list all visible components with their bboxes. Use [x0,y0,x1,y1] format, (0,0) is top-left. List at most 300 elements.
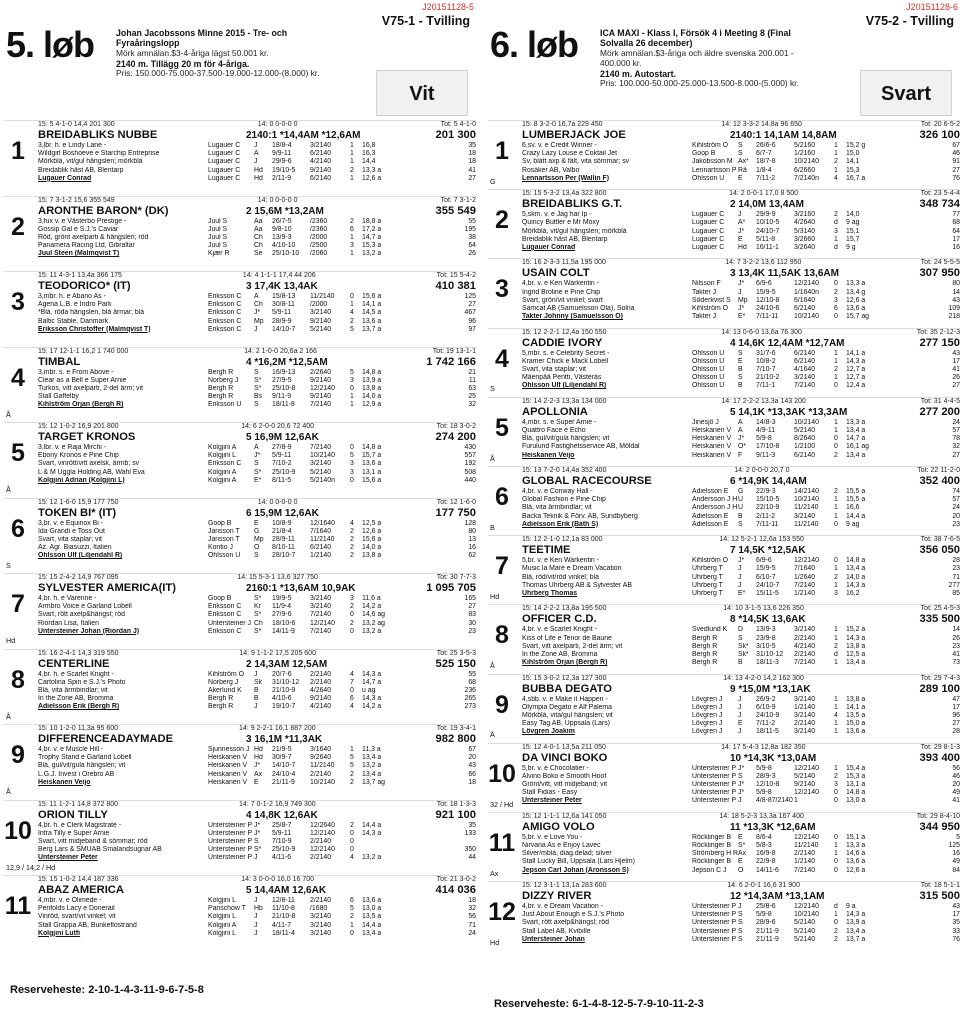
start-track-code: Hd [490,592,500,602]
stats-row [38,272,476,280]
start-cell: 9/11-9 [272,393,292,401]
start-cell: 5/9-8 [756,789,772,797]
start-cell: Uhrberg T [692,565,723,573]
start-cell: 27 [952,382,960,390]
start-cell: Blå, röd/vit/röd vinkel; blå [522,573,599,581]
stats-current-year: 15: 5 4-1-0 14,4 201 300 [38,121,115,128]
start-cell: 1 [834,496,838,504]
best-times: 7 14,5K *12,5AK [730,545,806,557]
start-cell: 11 [468,376,476,384]
stats-total: Tot: 31 4-4-5 [920,397,960,405]
start-cell: S [738,374,743,382]
start-cell: 1/2100 [794,443,816,451]
start-cell: 1 [350,233,354,241]
start-cell: Hd [738,243,747,251]
start-cell: 19/10-5 [272,166,296,174]
start-cell: 15,3 [846,166,860,174]
start-line [522,867,960,875]
start-cell: Untersteiner P [692,797,737,805]
start-cell: 77 [952,211,960,219]
start-line [522,643,960,651]
start-cell: Röcklinger B [692,833,732,841]
start-cell: 21/10-9 [272,686,296,694]
start-cell: E [738,235,743,243]
start-line [38,326,476,334]
race-prize: Pris: 100.000-50.000-25.000-13.500-8.000-(5.000) kr. [600,77,799,88]
start-cell: B [738,659,743,667]
start-cell: 57 [952,496,960,504]
start-cell: Trophy Stand e Garland Lobell [38,754,132,762]
start-cell: 2 [350,770,354,778]
start-cell: Gossip Gal e S.J.'s Caviar [38,225,119,233]
start-cell: 3,mbr. h. e Abano As - [38,293,106,300]
horse-name: SYLVESTER AMERICA(IT) [38,582,176,594]
start-cell: 14,1 a [362,301,382,309]
start-line [522,150,960,158]
best-times: 2160:1 *13,6AM 10,9AK [246,583,356,594]
start-line [38,528,476,536]
start-cell: /2060 [310,250,328,258]
start-cell: 14,7 a [846,435,866,443]
start-cell: 1 [834,842,838,850]
start-cell: 4 [350,309,354,317]
start-cell: J* [254,821,261,829]
start-line [38,401,476,409]
start-cell: 2 [350,317,354,325]
start-cell: 78 [952,435,960,443]
start-cell: Armbro Voice e Garland Lobell [38,603,132,611]
start-cell: J* [254,452,261,460]
start-cell: In the Zone AB, Bromma [38,695,114,703]
start-cell: 1 [834,418,838,426]
start-cell: 12/2140 [794,557,819,565]
start-cell: Å [254,293,259,300]
start-line [38,930,476,938]
name-row [38,658,476,671]
start-cell: 12/2140 [794,833,819,841]
start-cell: Untersteiner Johan (Riordan J) [38,627,140,635]
start-cell: B [738,382,743,390]
start-cell: 18/11-4 [272,929,295,937]
best-times: 2 14,3AM 12,5AM [246,658,328,670]
start-cell: 4 [834,711,838,719]
start-number: 6 [11,514,25,543]
start-cell: J [254,913,258,921]
start-cell: 2/2640 [310,368,332,376]
start-cell: J [254,670,258,678]
start-line [522,659,960,667]
stats-previous-year: 14: 7 0-1-2 16,9 749 300 [239,800,316,808]
start-line [522,289,960,297]
stats-row [522,813,960,821]
start-cell: Aa [254,217,263,225]
start-cell: 3/2140 [794,512,816,520]
name-row [522,613,960,626]
start-cell: 28/9-11 [272,535,295,543]
earnings: 982 800 [435,733,476,745]
start-cell: d [834,219,838,227]
start-cell: 14,0 a [846,573,866,581]
start-cell: Heiskanen Veijo [522,451,575,459]
start-cell: 43 [468,762,476,770]
best-times: 2140:1 14,1AM 14,8AM [730,130,837,141]
start-cell: 11,6 a [362,595,381,602]
start-line [38,779,476,787]
start-cell: 11/2140 [310,535,335,543]
start-cell: J* [254,829,261,837]
start-cell: 16,6 [846,504,860,512]
start-line [522,582,960,590]
start-cell: 84 [952,866,960,874]
start-cell: 12,7 a [846,374,866,382]
start-cell: 109 [948,304,960,312]
earnings: 277 150 [919,336,960,349]
start-cell: 8/10-11 [272,544,295,552]
horse-name: USAIN COLT [522,267,590,280]
start-cell: 192 [464,460,476,468]
stats-total: Tot: 5 4-1-0 [440,121,476,128]
stats-current-year: 15: 12 1-0-2 16,9 201 800 [38,423,119,430]
start-cell: Kolgjini Lutfi [38,929,81,937]
start-line [38,175,476,183]
start-cell: 15,0 a [846,720,866,728]
start-cell: Ohlsson U [208,552,241,560]
start-cell: Infra Tilly e Super Arnie [38,829,110,837]
start-line [522,842,960,850]
start-cell: 14,5 a [362,309,382,317]
best-times: 5 14,4AM 12,6AK [246,885,327,896]
start-number: 10 [4,816,32,845]
stats-total: Tot: 19 3-4-1 [436,725,476,732]
start-cell: 68 [468,678,476,686]
start-cell: 12/2140 [794,789,819,797]
start-cell: Eriksson C [208,627,242,635]
start-cell: 3 [350,460,354,468]
name-row [38,205,476,218]
start-cell: 4/2640 [794,219,816,227]
start-line [522,765,960,773]
start-line [522,305,960,313]
start-cell: 195 [464,225,476,233]
start-cell: 6/2140 [794,451,816,459]
stats-current-year: 15: 11 4-3-1 13,4a 366 175 [38,272,122,279]
start-line [38,377,476,385]
start-cell: 14,3 a [362,695,382,703]
start-cell: 46 [952,772,960,780]
start-track-code: Å [6,787,11,797]
horse-entry [488,189,960,258]
doc-id: J20151128-5 [422,2,474,12]
stats-previous-year: 14: 2 1-0-0 20,6a 2 166 [244,347,317,355]
start-cell: Stall Lucky Bill, Uppsala (Lars Hjelm) [522,858,635,866]
start-cell: 0 [834,858,838,866]
stats-total: Tot: 30 7-7-3 [436,574,476,581]
start-cell: J* [738,557,745,565]
start-cell: Rosåker AB, Valbo [522,166,580,174]
start-cell: Andersson J H [692,504,738,512]
start-cell: Svart, vitt midjeband & sömmar; röd [38,837,148,845]
start-cell: 7/11-11 [756,313,779,321]
start-line [522,903,960,911]
start-cell: 2/2140 [310,670,332,678]
race-desc: Mörk amnälan.$3-åriga och äldre svenska 200.001 - 400.000 kr. [600,47,794,68]
start-line [522,704,960,712]
start-cell: 10/8-2 [756,357,776,365]
start-cell: 15,7 [846,235,860,243]
start-cell: 9/9-11 [272,150,292,158]
stats-previous-year: 14: 0 0-0-0 0 [257,196,298,204]
horse-entry [4,422,476,498]
race-type: V75-2 - Tvilling [865,14,954,28]
start-number: 10 [488,759,516,788]
start-cell: 28/10-7 [272,552,296,560]
start-cell: 1 [834,626,838,634]
start-cell: 41 [952,797,960,805]
start-cell: 30 [468,619,476,627]
start-cell: 9/2140 [310,393,332,401]
start-cell: 0 [350,929,354,937]
horse-entry [488,674,960,743]
start-cell: Juul S [208,233,228,241]
start-cell: 1/2140 [794,589,816,597]
start-line [522,590,960,598]
earnings: 177 750 [435,506,476,519]
start-cell: Mp [254,535,264,543]
color-badge: Svart [860,70,952,116]
stats-row [522,190,960,198]
stats-row [522,398,960,406]
start-cell: 1 [834,720,838,728]
start-cell: 440 [464,476,476,484]
stats-current-year: 15: 12 4-0-1 13,5a 211 050 [522,743,606,751]
start-line [38,913,476,921]
start-cell: 14,0 [846,211,860,219]
start-cell: Ch [254,301,263,309]
start-cell: 15,3 a [362,242,382,250]
start-cell: Lennartsson P [692,166,737,174]
start-cell: 16,8 [362,142,376,149]
start-cell: 3 [834,589,838,597]
start-line [38,544,476,552]
start-line [38,746,476,754]
start-cell: Untersteiner P [208,837,253,845]
start-cell: 3/2140 [310,929,332,937]
start-cell: Eriksson C [208,317,242,325]
stats-row [38,574,476,582]
start-cell: 27 [952,720,960,728]
start-cell: 14,8 a [362,444,382,451]
start-cell: Furulund Fastighetsservice AB, Möldal [522,443,640,451]
start-cell: Lugauer Conrad [522,243,576,251]
name-row [522,821,960,834]
race-6-column [488,0,960,1014]
start-line [522,911,960,919]
start-cell: 3 [834,227,838,235]
start-cell: Heiskanen V [208,754,248,762]
start-cell: 14,7 a [362,678,382,686]
start-cell: Bergh R [692,634,718,642]
start-cell: 67 [952,142,960,149]
start-cell: 14,2 a [362,703,382,711]
start-cell: 1 [794,797,798,805]
start-line [522,427,960,435]
start-cell: 218 [948,313,960,321]
start-cell: 91 [952,158,960,166]
start-cell: 16,7 a [846,174,866,182]
start-cell: 15,2 g [846,142,866,149]
best-times: 2 15,6M *13,2AM [246,205,324,217]
start-cell: 236 [464,686,476,694]
start-line [38,603,476,611]
stats-previous-year: 14: 9 2-2-1 16,1 887 200 [239,725,316,732]
start-cell: Lövgren J [692,728,723,736]
earnings: 525 150 [435,657,476,670]
start-cell: 2/2140 [794,634,816,642]
start-cell: 7/11-1 [756,382,776,390]
stats-previous-year: 14: 18 5-2-3 13,3a 167 400 [719,812,804,820]
start-cell: 20 [952,781,960,789]
best-times: 5 16,9M 12,6AK [246,432,319,443]
earnings: 348 734 [919,198,960,211]
race-5-column [4,0,476,1014]
start-cell: 13,7 ag [362,778,385,786]
start-cell: Svart, vita staplar; vit [38,535,102,543]
start-cell: G [738,487,744,495]
start-cell: 80 [952,280,960,288]
start-cell: 13,7 a [846,935,866,943]
start-cell: 13,4 a [846,451,866,459]
start-cell: Hd [254,746,263,753]
start-cell: 10/8-9 [272,519,292,527]
start-cell: 9 ag [846,520,860,528]
start-cell: 0 [834,313,838,321]
start-cell [362,838,392,846]
start-cell: 18,8 a [362,217,382,225]
best-times: 8 *14,5K 13,6AK [730,614,806,626]
start-line [38,385,476,393]
start-cell: 1 [834,166,838,174]
start-cell: 13,2 a [362,250,382,258]
start-line [522,175,960,183]
start-cell: 6 [834,304,838,312]
start-cell: 12/2140 [794,280,819,288]
start-cell: 8/11-5 [272,476,292,484]
start-cell: 3 [350,595,354,602]
start-cell: 0 [834,435,838,443]
start-cell: 5,br. v. e Love You - [522,833,583,841]
start-cell: 11/2140 [310,762,335,770]
horse-name: DA VINCI BOKO [522,751,608,764]
stats-current-year: 15: 16 2-3-3 11,5a 195 000 [522,259,606,267]
earnings: 326 100 [919,129,960,141]
start-number: 11 [4,892,32,920]
start-cell: 5 [350,452,354,460]
start-cell: 10/2140 [794,496,819,504]
start-cell: Sjunnesson J [208,746,250,753]
stats-total: Tot: 15 5-4-2 [436,272,476,279]
name-row [522,475,960,488]
start-cell: Hb [254,905,263,913]
start-cell: 2 [350,778,354,786]
reserve-horses: Reserveheste: 2-10-1-4-3-11-9-6-7-5-8 [10,984,204,996]
start-cell: Lugauer C [692,219,725,227]
start-cell: 46 [952,150,960,158]
start-cell: Kihlström Örjan (Bergh R) [522,659,608,667]
start-cell: 85 [952,589,960,597]
start-cell: 4,br. v. e Scarlet Knight - [522,626,597,634]
start-line [38,854,476,862]
start-cell: S* [254,384,262,392]
start-cell: Untersteiner P [692,903,737,911]
stats-previous-year: 14: 12 5-2-1 12,6a 153 550 [719,536,804,544]
start-cell: 13,9 a [846,919,866,927]
start-cell: 14 [952,288,960,296]
start-line [522,228,960,236]
start-cell: Untersteiner P [692,911,737,919]
start-cell: Heiskanen V [692,451,732,459]
horse-entry [488,466,960,535]
start-cell: Uhrberg Thomas [522,589,578,597]
start-line [38,142,476,150]
start-line [38,150,476,158]
start-line [522,651,960,659]
start-cell: 55 [468,670,476,678]
stats-total: Tot: 18 1-3-3 [436,800,476,808]
start-cell: Kolgjini Adrian (Kolgjini L) [38,476,125,484]
stats-previous-year: 14: 13 0-6-0 13,6a 76 300 [721,328,802,336]
start-cell: Aa [254,225,263,233]
start-cell: 32 [468,401,476,409]
start-cell: Strömberg H R [692,850,738,858]
start-cell: 55 [468,217,476,225]
start-line [38,218,476,226]
stats-previous-year: 14: 15 5-3-1 13,6 327 750 [237,574,318,581]
start-cell: Adielsson E [692,512,729,520]
start-cell: 63 [468,384,476,392]
start-line [522,834,960,842]
start-cell: Global Fashion e Pine Chip [522,496,606,504]
start-cell: 13,6 a [846,728,866,736]
start-cell: J [254,703,258,711]
earnings: 393 400 [919,751,960,764]
stats-current-year: 15: 16 2-4-1 14,3 319 550 [38,649,119,657]
start-line [522,513,960,521]
start-cell: Rä [738,166,747,174]
start-number: 2 [11,212,25,241]
start-cell: 18/11-8 [272,401,295,409]
start-cell: Ohlsson Ulf (Liljendahl R) [38,552,123,560]
start-cell: 5 [350,762,354,770]
start-cell: 71 [952,573,960,581]
start-cell: 9/2140 [310,317,332,325]
start-line [522,557,960,565]
start-cell: 4/2140 [794,642,816,650]
start-cell: S [738,772,743,780]
start-cell: 14/11-6 [756,866,779,874]
stats-total: Tot: 29 8-4-10 [916,812,960,820]
name-row [38,129,476,142]
race-desc: Mörk amnälan.$3-4-åriga lägst 50.001 kr. [116,47,269,58]
start-cell: J [738,211,742,219]
start-cell: J* [738,789,745,797]
horse-name: ABAZ AMERICA [38,884,124,896]
start-number: 2 [495,206,509,235]
start-cell: 13/9-3 [756,626,776,634]
stats-current-year: 15: 13 7-2-0 14,4a 352 400 [522,466,607,474]
start-cell: 14,8 a [846,789,866,797]
start-cell: 29/9-9 [756,211,776,219]
horse-name: ORION TILLY [38,808,108,821]
